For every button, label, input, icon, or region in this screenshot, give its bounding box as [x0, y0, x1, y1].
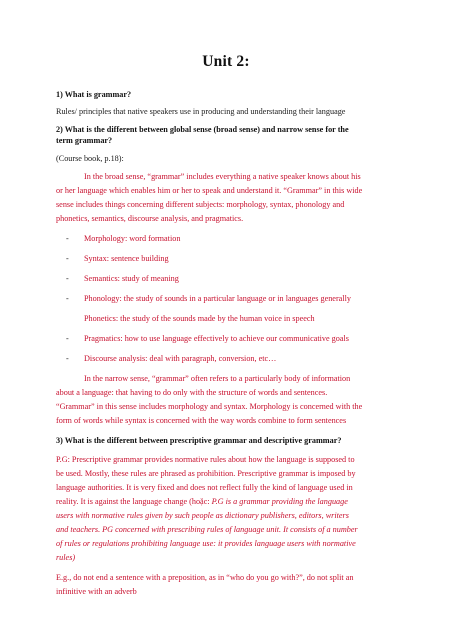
bullet-marker: - [66, 334, 69, 343]
prescriptive-line-6: and teachers. PG concerned with prescribing rules of language unit. It consists of a number [56, 525, 358, 534]
broad-sense-line-2: or her language which enables him or her to speak and understand it. “Grammar” in this wide [56, 186, 363, 195]
question-2-heading-line-2: term grammar? [56, 136, 113, 145]
example-line-2: infinitive with an adverb [56, 587, 137, 596]
broad-sense-line-1: In the broad sense, “grammar” includes everything a native speaker knows about his [84, 172, 361, 181]
example-line-1: E.g., do not end a sentence with a preposition, as in “who do you go with?”, do not split an [56, 573, 354, 582]
question-2-heading-line-1: 2) What is the different between global sense (broad sense) and narrow sense for the [56, 125, 349, 134]
bullet-marker: - [66, 234, 69, 243]
bullet-marker: - [66, 274, 69, 283]
page-title: Unit 2: [202, 53, 250, 70]
prescriptive-line-4-italic: P.G is a grammar providing the language [211, 497, 348, 506]
bullet-discourse-analysis: Discourse analysis: deal with paragraph, conversion, etc… [84, 354, 277, 363]
prescriptive-line-8: rules) [56, 553, 76, 562]
question-3-heading: 3) What is the different between prescriptive grammar and descriptive grammar? [56, 436, 342, 445]
prescriptive-line-5: users with normative rules given by such people as dictionary publishers, editors, writers [56, 511, 349, 520]
bullet-syntax: Syntax: sentence building [84, 254, 169, 263]
source-citation: (Course book, p.18): [56, 154, 124, 163]
narrow-sense-line-4: form of words while syntax is concerned with the way words combine to form sentences [56, 416, 347, 425]
phonetics-note: Phonetics: the study of the sounds made by the human voice in speech [84, 314, 315, 323]
prescriptive-line-7: of rules or regulations prohibiting language use: it provides language users with normative [56, 539, 356, 548]
bullet-marker: - [66, 294, 69, 303]
bullet-marker: - [66, 354, 69, 363]
narrow-sense-line-1: In the narrow sense, “grammar” often refers to a particularly body of information [84, 374, 351, 383]
prescriptive-line-1: P.G: Prescriptive grammar provides normative rules about how the language is supposed to [56, 455, 355, 464]
question-1-answer: Rules/ principles that native speakers use in producing and understanding their language [56, 107, 346, 116]
prescriptive-line-4 [56, 497, 348, 507]
narrow-sense-line-2: about a language: that having to do only with the structure of words and sentences. [56, 388, 328, 397]
bullet-phonology: Phonology: the study of sounds in a particular language or in languages generally [84, 294, 351, 303]
prescriptive-line-4-text: reality. It is against the language change (hoặc: [56, 497, 212, 506]
narrow-sense-line-3: “Grammar” in this sense includes morphology and syntax. Morphology is concerned with the [56, 402, 363, 411]
bullet-pragmatics: Pragmatics: how to use language effectively to achieve our communicative goals [84, 334, 349, 343]
bullet-morphology: Morphology: word formation [84, 234, 181, 243]
bullet-marker: - [66, 254, 69, 263]
question-1-heading: 1) What is grammar? [56, 90, 132, 99]
broad-sense-line-4: phonetics, semantics, discourse analysis, and pragmatics. [56, 214, 244, 223]
bullet-semantics: Semantics: study of meaning [84, 274, 179, 283]
prescriptive-line-2: be used. Mostly, these rules are phrased as prohibition. Prescriptive grammar is imposed by [56, 469, 356, 478]
broad-sense-line-3: sense includes things concerning different subjects: morphology, syntax, phonology and [56, 200, 345, 209]
prescriptive-line-3: language authorities. It is very fixed and does not reflect fully the kind of language used in [56, 483, 353, 492]
